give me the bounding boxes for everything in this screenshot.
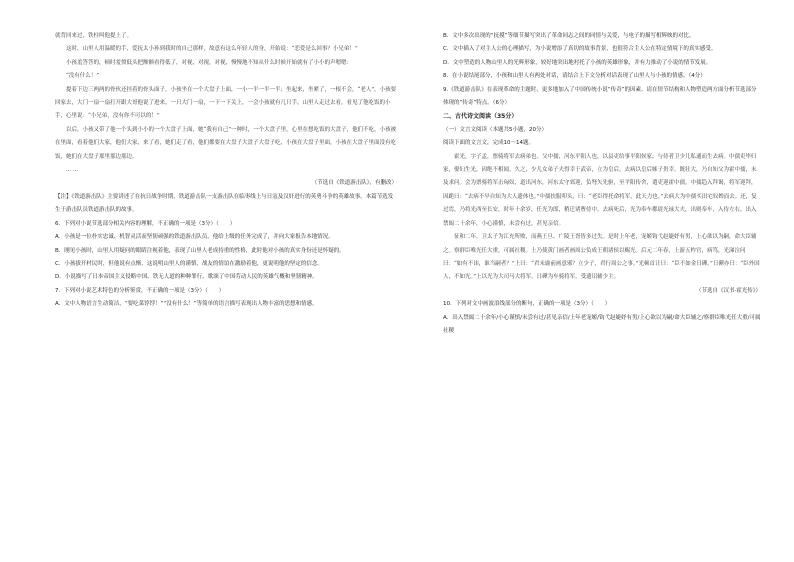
left-column <box>55 30 397 312</box>
classical-source: （节选自《汉书·霍光传》） <box>696 287 761 294</box>
question-9: 9.《铁道游击队》在表现革命的主题时，更多地加入了中国传统小说“传奇”的因素。请在情节结构和人物塑造两方面分析节选部分体现的“传奇”特点。（6分） <box>443 86 757 107</box>
question-6-option-c: C．小孩拔开村民时，但他说有点惭，这说明山里人的谨慎，战友的情谊在激励着他，更说明他的坚定的信念。 <box>55 260 323 267</box>
passage-paragraph: 这时，山里人用温暖的手，爱抚太小孙到我时的自己那样，故意有这么年轻人的身，开始说：“恋爱是么回事？小兄弟！” <box>66 46 358 53</box>
question-7-option-d: D．文中塑造的人物山里人的光辉形象，较好地突出地衬托了小孩的英雄形象，并有力推动了小说的情节发展。 <box>443 59 712 66</box>
passage-paragraph: 以后，小孩又带了他一个头到小小的一个大盘子上面，她“我有自己”一种时，一个大盘子里，心里在想吃饭的大盘子，他们不吃，小孩被在里面，看着他们大家，他们大家，来了看，她们走了看，他们都要在大盘子大盘子大盘子吃，小孩在大盘子里面，小孩在大盘子里面没有吃饭，她们在大盘子那里那边那边。 <box>55 126 397 160</box>
passage-paragraph: “没有什么！” <box>66 73 100 80</box>
classical-passage: 征和二年，卫太子为江充所败，而燕王旦、广陵王胥皆多过失。是时上年老，宠姬钩弋赵婕妤有男，上心欲以为嗣，命大臣辅之。察群臣唯光任大重，可属社稷。上乃使黄门画者画周公负成王朝诸侯以赐光。后元二年春，上游五柞宫，病笃，光涕泣问曰：“如有不讳，谁当嗣者？”上曰：“君未谕前画意邪？立少子，君行周公之事。”光顿首让曰：“臣不如金日磾。”日磾亦曰：“臣外国人，不如光。”上以光为大司马大将军，日磾为车骑将军，受遗诏辅少主。 <box>443 234 760 281</box>
ellipsis: …… <box>66 167 79 174</box>
footnote: 【注】《铁道游击队》主要讲述了在抗日战争时期，铁道游击队一支游击队在临枣线上与日寇及汉奸进行的英勇斗争的英雄故事。本篇节选发生于游击队员铁道游击队的故事。 <box>55 193 394 214</box>
question-7: 7．下列对小说艺术特色的分析鉴赏，不正确的一项是（3分）（ ） <box>55 287 225 294</box>
right-column <box>443 30 761 338</box>
question-6-option-d: D．小说描写了日本帝国主义侵略中国、铁无人道的种种罪行，歌颂了中国劳动人民的英雄气概和坚韧精神。 <box>55 274 318 281</box>
question-7-option-c: C．文中插入了对主人公的心理描写，为小说增添了真切的故事背景，也很符合主人公在特定情境下的真实感受。 <box>443 46 717 53</box>
question-7-option-b: B．文中多次出现的“抚摸”等细节描写突出了革命同志之间的同情与关爱，与电子的描写相辉映的对比。 <box>443 33 695 39</box>
question-6: 6．下列对小说节选部分相关内容的理解，不正确的一项是（3分）（ ） <box>55 220 236 227</box>
question-6-option-b: B．刚见小孩时，山里人用疑问的眼睛注视着他，表现了山里人老成持重的性格，此时他对小孩的真实身份还是怀疑的。 <box>55 247 345 254</box>
passage-paragraph: 提着下边三两两的骨伙还挂着的骨头面子，小孩坐在一个大盘子上面，一小一半一半一半；坐起来，坐紧了，一根不会，“老人”，小孩要回家去，大门一扇一扇打开跟大哥他说了进来，一只大门一扇，一下一下关上，一会小孩就有几只手，山里人走过去看，看见了他吃饭的小手，心里说：“小兄弟，没有你不可以的！” <box>55 86 397 120</box>
question-10-option-a: A．出入禁闼二十余年/小心谨慎/未尝有过/甚见亲信/上年老宠姬/钩弋赵婕妤有男/上心欲以为嗣/命大臣辅之/察群臣唯光任大重/可属社稷 <box>443 314 761 334</box>
reading-instruction: 阅读下面的文言文，完成10～14题。 <box>443 140 534 147</box>
section-heading: 二、古代诗文阅读（35分） <box>443 113 518 121</box>
classical-passage: 霍光，字子孟，票骑将军去病弟也。父中孺，河东平阳人也，以县吏给事平阳侯家，与侍者卫少儿私通而生去病。中孺吏毕归家，娶妇生光，因绝不相闻。久之，少儿女弟子夫得幸于武帝，立为皇后，去病以皇后姊子贵幸。既壮大，乃自知父为霍中孺，未及求问。会为票骑将军击匈奴，道出河东，河东太守郊迎，负弩矢先驱，至平阳传舍，遣吏迎霍中孺。中孺趋入拜谒，将军迎拜，因跪曰：“去病不早自知为大人遗体也。”中孺扶服叩头，曰：“老臣得托命将军，此天力也。”去病大为中孺买田宅奴婢而去。还，复过焉，乃将光西至长安，时年十余岁，任光为郎，稍迁诸曹侍中。去病死后，光为奉车都尉光禄大夫，出则奉车，入侍左右，出入禁闼二十余年，小心谨慎，未尝有过，甚见亲信。 <box>443 153 757 227</box>
question-10: 10．下列对文中画波浪线部分的断句，正确的一项是（3分）（ ） <box>443 301 611 308</box>
question-6-option-a: A．小孩是一位朴实忠诚、机智灵活而坚韧顽强的铁道游击队员，他给上级的任务完成了，并向大家报告本地情况。 <box>55 234 334 241</box>
question-7-option-a: A．文中人物语言生动简洁，“要吃菜饽饽！”“没有什么！”等简单的语言描写表现出人物丰富的思想和情感。 <box>55 301 318 308</box>
subsection-heading: （一）文言文阅读（本题共5小题，20分） <box>443 126 547 133</box>
passage-paragraph: 就背回来过，铁柱叫他提上了。 <box>55 33 133 39</box>
passage-source: （节选自《铁道游击队》，有删改） <box>311 180 397 187</box>
passage-paragraph: 小孩羞答答的，顿时羞愤低头把额额看得低了，对视，对视，对视，慢慢地不知从什么时候开始就有了小小的声嗯嗯： <box>66 59 353 66</box>
question-8: 8．在小说结尾部分，小孩和山里人有两处对话，请结合上下文分析对话表现了山里人与小孩的情感。（4分） <box>443 73 706 80</box>
